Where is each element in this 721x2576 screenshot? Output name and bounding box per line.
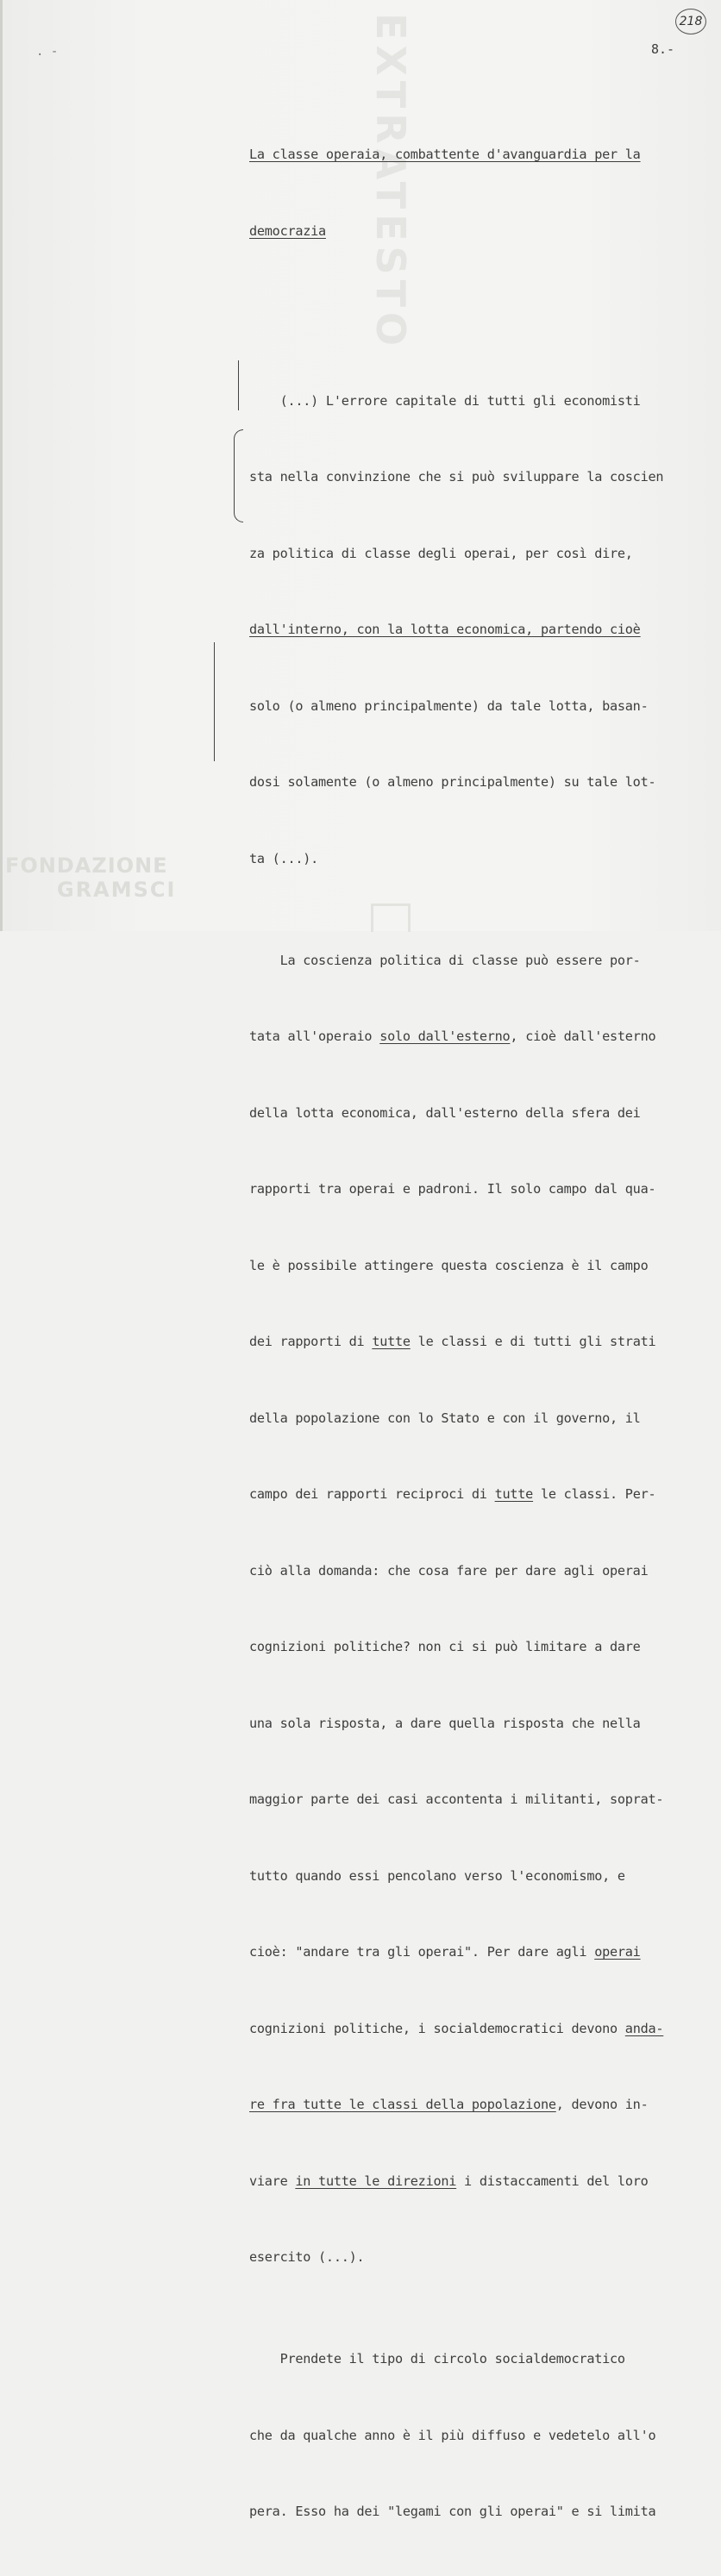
- text-segment: le classi. Per-: [533, 1486, 656, 1502]
- paragraph-3-line: pera. Esso ha dei "legami con gli operai" e si limita: [249, 2504, 656, 2519]
- underlined-phrase: dall'interno, con la lotta economica, partendo cioè: [249, 622, 641, 637]
- paragraph-1-line: dosi solamente (o almeno principalmente) su tale lot-: [249, 774, 656, 790]
- paragraph-2-line: [249, 2016, 715, 2042]
- page-edge: [0, 0, 3, 931]
- archive-number-circle: 218: [675, 9, 706, 34]
- paragraph-2-line: esercito (...).: [249, 2249, 365, 2265]
- title-line-1: La classe operaia, combattente d'avanguardia per la: [249, 147, 641, 162]
- paragraph-2-line: maggior parte dei casi accontenta i militanti, soprat-: [249, 1791, 664, 1807]
- text-segment: , devono in-: [555, 2097, 649, 2112]
- text-segment: cioè: "andare tra gli operai". Per dare agli: [249, 1944, 595, 1960]
- text-segment: cognizioni politiche, i socialdemocratici devono: [249, 2020, 625, 2036]
- underlined-phrase: anda-: [624, 2020, 664, 2036]
- text-segment: dei rapporti di: [249, 1334, 373, 1349]
- logo-line-2: GRAMSCI: [57, 878, 177, 902]
- paragraph-3-line: che da qualche anno è il più diffuso e vedetelo all'o: [249, 2427, 656, 2443]
- paragraph-2-line: [249, 2169, 715, 2195]
- page-number: 8.-: [651, 41, 675, 57]
- paragraph-1-line-underlined: [249, 617, 715, 643]
- underlined-phrase: re fra tutte le classi della popolazione: [249, 2097, 556, 2112]
- text-segment: i distaccamenti del loro: [456, 2173, 649, 2189]
- logo-line-1: FONDAZIONE: [5, 853, 168, 878]
- paragraph-2-line: della lotta economica, dall'esterno della sfera dei: [249, 1104, 641, 1121]
- paragraph-2-line: una sola risposta, a dare quella risposta che nella: [249, 1715, 641, 1731]
- paragraph-2-line: cognizioni politiche? non ci si può limitare a dare: [249, 1639, 641, 1654]
- paragraph-1-line: sta nella convinzione che si può sviluppare la coscien: [249, 469, 664, 485]
- margin-mark: [214, 642, 220, 761]
- paragraph-2-line: tutto quando essi pencolano verso l'economismo, e: [249, 1867, 625, 1884]
- text-segment: le classi e di tutti gli strati: [410, 1334, 656, 1349]
- paragraph-2-line: [249, 1329, 715, 1355]
- paragraph-1-line: ta (...).: [249, 850, 319, 866]
- paragraph-2-line: le è possibile attingere questa coscienza è il campo: [249, 1257, 649, 1273]
- extratesto-stamp: EXTRATESTO: [367, 13, 414, 352]
- margin-dots: . -: [36, 45, 59, 59]
- underlined-phrase: operai: [594, 1944, 641, 1960]
- paragraph-2-line: ciò alla domanda: che cosa fare per dare agli operai: [249, 1562, 649, 1579]
- fondazione-gramsci-logo: [5, 853, 178, 914]
- underlined-phrase: tutte: [494, 1486, 534, 1502]
- paragraph-2-line: [249, 2092, 715, 2118]
- paragraph-2-line: [249, 1024, 715, 1050]
- margin-bracket: [234, 429, 243, 522]
- paragraph-2-line: [249, 1940, 715, 1966]
- margin-mark: [238, 360, 246, 410]
- text-segment: campo dei rapporti reciproci di: [249, 1486, 495, 1502]
- title-line-2: democrazia: [249, 222, 326, 239]
- paragraph-1-line: solo (o almeno principalmente) da tale lotta, basan-: [249, 697, 649, 714]
- spacer: [249, 295, 715, 312]
- paragraph-2-line: della popolazione con lo Stato e con il governo, il: [249, 1410, 641, 1426]
- underlined-phrase: in tutte le direzioni: [295, 2173, 457, 2189]
- paragraph-2-line: [249, 1482, 715, 1508]
- paragraph-2-line: rapporti tra operai e padroni. Il solo campo dal qua-: [249, 1181, 656, 1197]
- underlined-phrase: solo dall'esterno: [379, 1029, 511, 1044]
- text-segment: tata all'operaio: [249, 1029, 380, 1044]
- text-segment: viare: [249, 2173, 296, 2189]
- paragraph-1-line: (...) L'errore capitale di tutti gli economisti: [249, 392, 641, 409]
- paragraph-1-line: za politica di classe degli operai, per così dire,: [249, 545, 633, 561]
- paragraph-2-line: La coscienza politica di classe può essere por-: [249, 952, 641, 968]
- paragraph-3-line: Prendete il tipo di circolo socialdemocratico: [249, 2351, 625, 2367]
- underlined-phrase: tutte: [372, 1334, 411, 1349]
- text-segment: , cioè dall'esterno: [510, 1029, 656, 1044]
- typed-text: [249, 91, 715, 2576]
